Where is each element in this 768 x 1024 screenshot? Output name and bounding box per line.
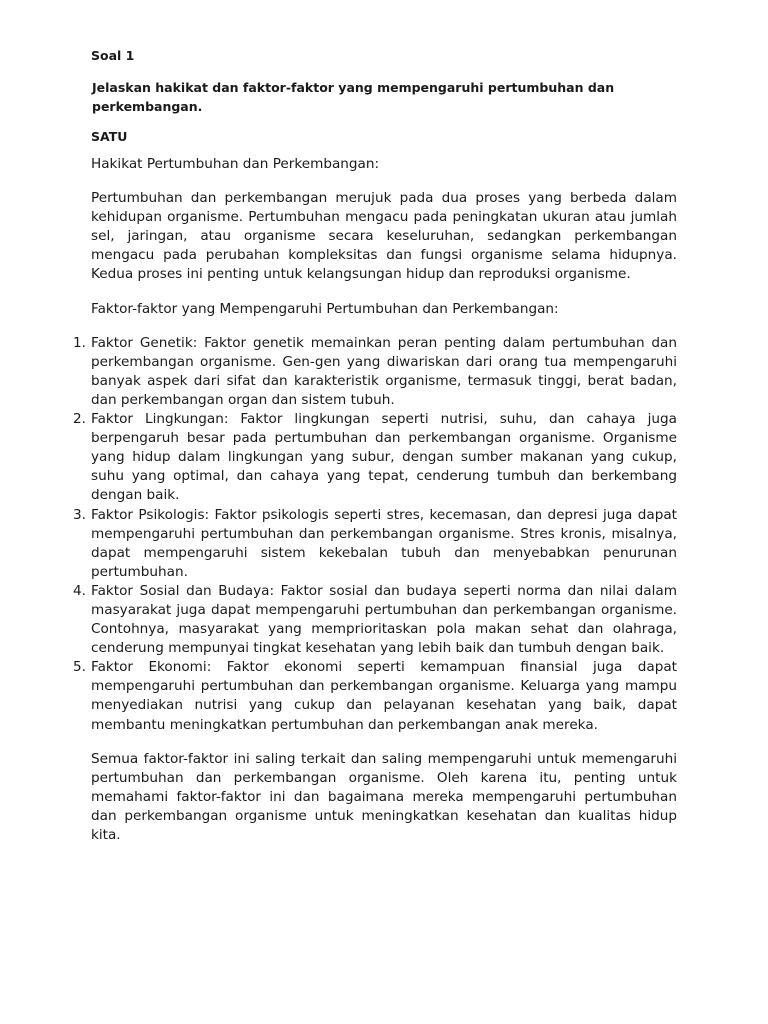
list-item-number: 5. xyxy=(73,659,86,676)
question-text: Jelaskan hakikat dan faktor-faktor yang mempengaruhi pertumbuhan dan perkembangan. xyxy=(92,80,615,114)
list-item-number: 4. xyxy=(73,582,86,599)
question-number: Soal 1 xyxy=(91,48,135,63)
section-paragraph-hakikat: Pertumbuhan dan perkembangan merujuk pada dua proses yang berbeda dalam kehidupan organisme. Pertumbuhan mengacu pada peningkatan ukuran atau jumlah sel, jaringan, atau organisme secara keseluruhan, sedangkan perkembangan mengacu pada perubahan kompleksitas dan fungsi organisme selama hidupnya. Kedua proses ini penting untuk kelangsungan hidup dan reproduksi organisme. xyxy=(91,190,677,283)
section-heading-hakikat: Hakikat Pertumbuhan dan Perkembangan: xyxy=(91,156,380,172)
list-item-number: 3. xyxy=(73,506,86,523)
list-item-text: Faktor Psikologis: Faktor psikologis seperti stres, kecemasan, dan depresi juga dapat mempengaruhi pertumbuhan dan perkembangan organisme. Stres kronis, misalnya, dapat mempengaruhi sistem kekebalan tubuh dan menyebabkan penurunan pertumbuhan. xyxy=(91,506,677,580)
list-item xyxy=(73,410,677,505)
list-item-number: 1. xyxy=(73,334,86,351)
factor-list xyxy=(73,334,677,735)
list-item-text: Faktor Ekonomi: Faktor ekonomi seperti kemampuan finansial juga dapat mempengaruhi pertumbuhan dan perkembangan organisme. Keluarga yang mampu menyediakan nutrisi yang cukup dan pelayanan kesehatan yang baik, dapat membantu meningkatkan pertumbuhan dan perkembangan anak mereka. xyxy=(91,659,677,733)
list-item xyxy=(73,506,677,582)
section-heading-faktor: Faktor-faktor yang Mempengaruhi Pertumbuhan dan Perkembangan: xyxy=(91,300,559,317)
list-item-text: Faktor Sosial dan Budaya: Faktor sosial dan budaya seperti norma dan nilai dalam masyarakat juga dapat mempengaruhi pertumbuhan dan perkembangan organisme. Contohnya, masyarakat yang memprioritaskan pola makan sehat dan olahraga, cenderung mempunyai tingkat kesehatan yang lebih baik dan tumbuh dengan baik. xyxy=(91,582,677,657)
list-item-text: Faktor Genetik: Faktor genetik memainkan peran penting dalam pertumbuhan dan perkembangan organisme. Gen-gen yang diwariskan dari orang tua mempengaruhi banyak aspek dari sifat dan karakteristik organisme, termasuk tinggi, berat badan, dan perkembangan organ dan sistem tubuh. xyxy=(91,334,677,408)
conclusion-paragraph: Semua faktor-faktor ini saling terkait dan saling mempengaruhi untuk memengaruhi pertumbuhan dan perkembangan organisme. Oleh karena itu, penting untuk memahami faktor-faktor ini dan bagaimana mereka mempengaruhi pertumbuhan dan perkembangan organisme untuk meningkatkan kesehatan dan kualitas hidup kita. xyxy=(91,750,677,843)
document-page xyxy=(73,46,677,845)
list-item-text: Faktor Lingkungan: Faktor lingkungan seperti nutrisi, suhu, dan cahaya juga berpengaruh besar pada pertumbuhan dan perkembangan organisme. Organisme yang hidup dalam lingkungan yang subur, dengan sumber makanan yang cukup, suhu yang optimal, dan cahaya yang tepat, cenderung tumbuh dan berkembang dengan baik. xyxy=(91,411,677,504)
list-item-number: 2. xyxy=(73,411,86,428)
list-item xyxy=(73,658,677,734)
answer-label: SATU xyxy=(91,129,128,144)
list-item xyxy=(73,334,677,410)
list-item xyxy=(73,582,677,658)
